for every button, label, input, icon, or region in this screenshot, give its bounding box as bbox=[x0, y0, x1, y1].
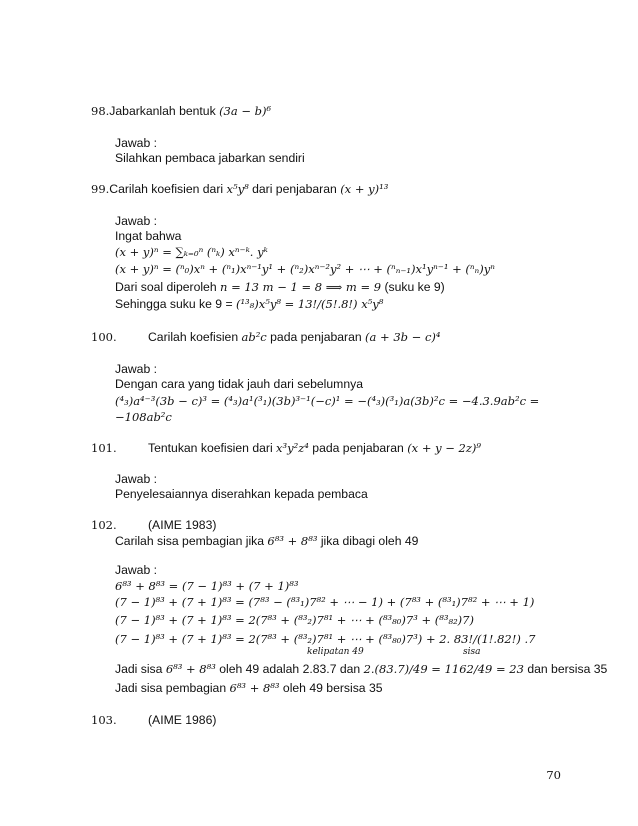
problem-98 bbox=[91, 104, 271, 119]
problem-text: Carilah koefisien dari bbox=[109, 182, 227, 196]
problem-math: x³y²z⁴ bbox=[276, 441, 309, 455]
answer-math-2: 2.(83.7)/49 = 1162/49 = 23 bbox=[363, 662, 524, 676]
problem-number: 98. bbox=[91, 104, 110, 118]
problem-text-tail: jika dibagi oleh 49 bbox=[317, 534, 419, 548]
answer-label: Jawab : bbox=[115, 472, 158, 486]
answer-text-tail: oleh 49 bersisa 35 bbox=[279, 681, 383, 695]
problem-math-2: (a + 3b − c)⁴ bbox=[365, 330, 441, 344]
answer-line bbox=[115, 280, 445, 295]
page-number: 70 bbox=[546, 768, 561, 782]
problem-math-2: (x + y − 2z)⁹ bbox=[407, 441, 482, 455]
underbrace-label: sisa bbox=[463, 647, 481, 657]
problem-number: 100. bbox=[91, 330, 117, 344]
problem-number: 103. bbox=[91, 713, 117, 727]
problem-math: 6⁸³ + 8⁸³ bbox=[267, 534, 318, 548]
problem-text-tail: pada penjabaran bbox=[308, 441, 408, 455]
problem-text: Carilah sisa pembagian jika bbox=[115, 534, 268, 548]
answer-math: 6⁸³ + 8⁸³ bbox=[165, 662, 216, 676]
problem-102-question bbox=[115, 534, 418, 549]
answer-text-tail: (suku ke 9) bbox=[381, 280, 445, 294]
answer-line: Dengan cara yang tidak jauh dari sebelumnya bbox=[115, 377, 363, 391]
answer-text-mid: oleh 49 adalah 2.83.7 dan bbox=[215, 662, 364, 676]
problem-99 bbox=[91, 182, 388, 197]
answer-line bbox=[115, 681, 383, 696]
answer-text: Sehingga suku ke 9 = bbox=[115, 297, 236, 311]
answer-text: Dari soal diperoleh bbox=[115, 280, 221, 294]
answer-math-line: (x + y)ⁿ = ∑ₖ₌₀ⁿ (ⁿₖ) xⁿ⁻ᵏ. yᵏ bbox=[115, 245, 268, 259]
answer-line: Ingat bahwa bbox=[115, 229, 182, 243]
answer-math-line: 6⁸³ + 8⁸³ = (7 − 1)⁸³ + (7 + 1)⁸³ bbox=[115, 579, 299, 593]
problem-number: 102. bbox=[91, 518, 117, 532]
answer-math-line: (⁴₃)a⁴⁻³(3b − c)³ = (⁴₃)a¹(³₁)(3b)³⁻¹(−c)¹ = −(⁴₃)(³₁)a(3b)²c = −4.3.9ab²c = bbox=[115, 394, 540, 408]
problem-math: (3a − b)⁶ bbox=[219, 104, 272, 118]
answer-label: Jawab : bbox=[115, 362, 158, 376]
problem-102: (AIME 1983) bbox=[148, 518, 217, 532]
answer-math-line: (7 − 1)⁸³ + (7 + 1)⁸³ = 2(7⁸³ + (⁸³₂)7⁸¹ + ⋯ + (⁸³₈₀)7³ + (⁸³₈₂)7) bbox=[115, 613, 474, 627]
problem-number: 101. bbox=[91, 441, 117, 455]
answer-math-line: (7 − 1)⁸³ + (7 + 1)⁸³ = 2(7⁸³ + (⁸³₂)7⁸¹ + ⋯ + (⁸³₈₀)7³) + 2. 83!/(1!.82!) .7 bbox=[115, 632, 536, 646]
answer-label: Jawab : bbox=[115, 563, 158, 577]
problem-101 bbox=[148, 441, 481, 456]
problem-100 bbox=[148, 330, 440, 345]
answer-math-line: (7 − 1)⁸³ + (7 + 1)⁸³ = (7⁸³ − (⁸³₁)7⁸² + ⋯ − 1) + (7⁸³ + (⁸³₁)7⁸² + ⋯ + 1) bbox=[115, 595, 535, 609]
answer-line bbox=[115, 662, 607, 677]
problem-number: 99. bbox=[91, 182, 110, 196]
problem-text: Jabarkanlah bentuk bbox=[109, 104, 220, 118]
answer-math-line: (x + y)ⁿ = (ⁿ₀)xⁿ + (ⁿ₁)xⁿ⁻¹y¹ + (ⁿ₂)xⁿ⁻²y² + ⋯ + (ⁿₙ₋₁)x¹yⁿ⁻¹ + (ⁿₙ)yⁿ bbox=[115, 262, 495, 276]
answer-text: Jadi sisa bbox=[115, 662, 166, 676]
problem-103: (AIME 1986) bbox=[148, 713, 217, 727]
answer-math: (¹³₈)x⁵y⁸ = 13!/(5!.8!) x⁵y⁸ bbox=[235, 297, 384, 311]
answer-text: Silahkan pembaca jabarkan sendiri bbox=[115, 151, 305, 165]
answer-label: Jawab : bbox=[115, 136, 158, 150]
problem-math-2: (x + y)¹³ bbox=[340, 182, 389, 196]
answer-text: Jadi sisa pembagian bbox=[115, 681, 230, 695]
problem-text: Carilah koefisien bbox=[148, 330, 242, 344]
answer-math-line: −108ab²c bbox=[115, 410, 172, 424]
problem-math: x⁵y⁸ bbox=[226, 182, 249, 196]
problem-text: Tentukan koefisien dari bbox=[148, 441, 277, 455]
answer-math: 6⁸³ + 8⁸³ bbox=[229, 681, 280, 695]
answer-label: Jawab : bbox=[115, 214, 158, 228]
underbrace-label: kelipatan 49 bbox=[307, 647, 364, 657]
problem-text-tail: dari penjabaran bbox=[248, 182, 341, 196]
answer-text: Penyelesaiannya diserahkan kepada pembaca bbox=[115, 487, 368, 501]
answer-line bbox=[115, 297, 383, 312]
answer-math: n = 13 m − 1 = 8 ⟹ m = 9 bbox=[220, 280, 382, 294]
answer-text-tail: dan bersisa 35 bbox=[523, 662, 608, 676]
problem-math: ab²c bbox=[241, 330, 267, 344]
problem-text-tail: pada penjabaran bbox=[266, 330, 366, 344]
